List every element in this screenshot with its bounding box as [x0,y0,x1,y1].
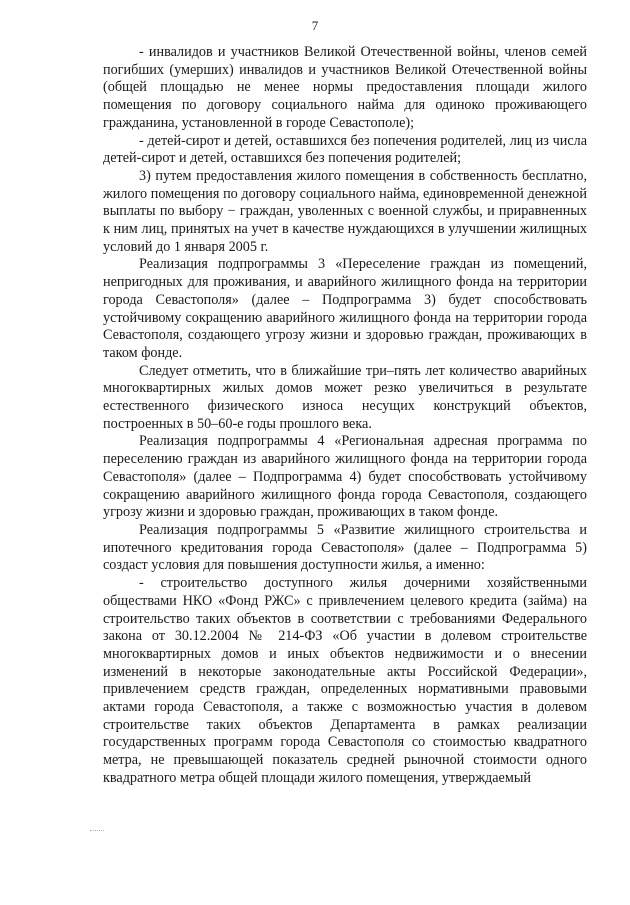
body-text [103,44,587,788]
page-number: 7 [311,18,319,33]
paragraph-2: - детей-сирот и детей, оставшихся без попечения родителей, лиц из числа детей-сирот и детей, оставшихся без попечения родителей; [103,132,587,167]
paragraph-1: - инвалидов и участников Великой Отечественной войны, членов семей погибших (умерших) инвалидов и участников Великой Отечественной войны (общей площадью не менее нормы предоставления площади жилого помещения по договору социального найма для одиноко проживающего гражданина, установленной в городе Севастополе); [103,44,587,131]
paragraph-4: Реализация подпрограммы 3 «Переселение граждан из помещений, непригодных для проживания, и аварийного жилищного фонда на территории города Севастополя» (далее – Подпрограмма 3) будет способствовать устойчивому сокращению аварийного жилищного фонда на территории города Севастополя, создающего угрозу жизни и здоровью граждан, проживающих в таком фонде. [103,256,587,361]
paragraph-7: Реализация подпрограммы 5 «Развитие жилищного строительства и ипотечного кредитования города Севастополя» (далее – Подпрограмма 5) создаст условия для повышения доступности жилья, а именно: [103,521,587,574]
paragraph-6: Реализация подпрограммы 4 «Региональная адресная программа по переселению граждан из аварийного жилищного фонда на территории города Севастополя» (далее – Подпрограмма 4) будет способствовать устойчивому сокращению аварийного жилищного фонда города Севастополя, создающего угрозу жизни и здоровью граждан, проживающих в таком фонде. [103,433,587,521]
paragraph-5: Следует отметить, что в ближайшие три–пять лет количество аварийных многоквартирных жилых домов может резко увеличиться в результате естественного физического износа несущих конструкций объектов, построенных в 50–60-е годы прошлого века. [103,362,587,432]
paragraph-8: - строительство доступного жилья дочерними хозяйственными обществами НКО «Фонд РЖС» с привлечением целевого кредита (займа) на строительство таких объектов в соответствии с требованиями Федерального закона от 30.12.2004 № 214-ФЗ «Об участии в долевом строительстве многоквартирных домов и иных объектов недвижимости и о внесении изменений в некоторые законодательные акты Российской Федерации», привлечением средств граждан, определенных нормативными правовыми актами города Севастополя, а также с возможностью участия в долевом строительстве таких объектов Департамента в рамках реализации государственных программ города Севастополя со стоимостью квадратного метра, не превышающей показатель средней рыночной стоимости одного квадратного метра общей площади жилого помещения, утверждаемый [103,575,587,786]
paragraph-3: 3) путем предоставления жилого помещения в собственность бесплатно, жилого помещения по договору социального найма, единовременной денежной выплаты по выбору − граждан, уволенных с военной службы, и приравненных к ним лиц, принятых на учет в качестве нуждающихся в улучшении жилищных условий до 1 января 2005 г. [103,167,587,255]
scan-artifact [90,830,104,833]
